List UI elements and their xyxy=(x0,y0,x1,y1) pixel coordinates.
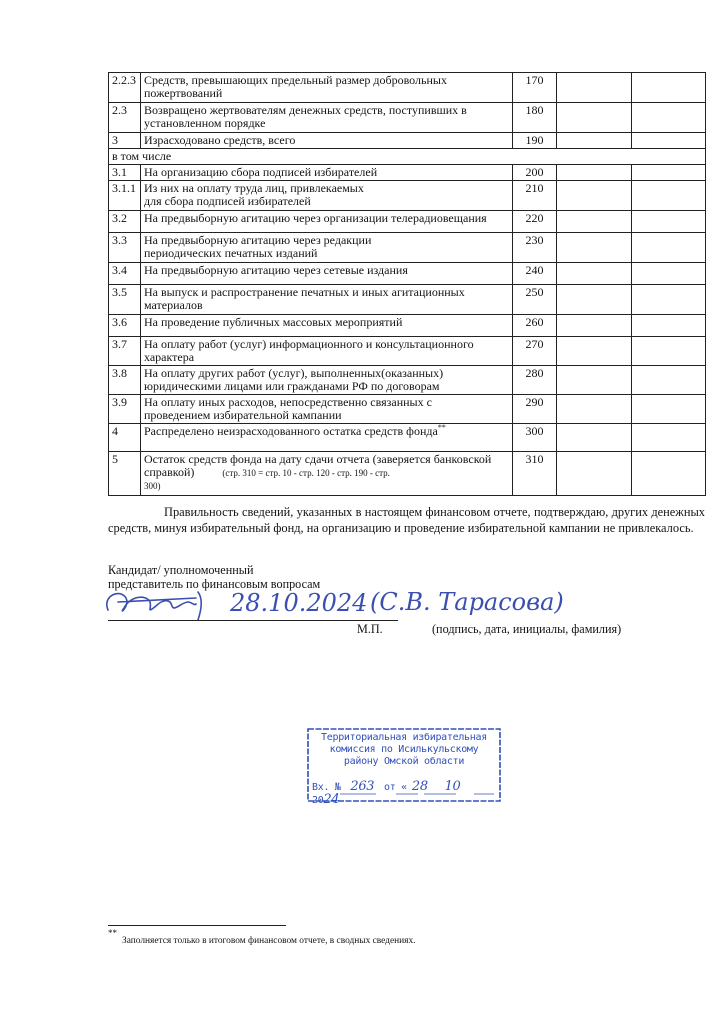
row-number: 3.1.1 xyxy=(109,181,141,211)
row-code: 180 xyxy=(513,103,557,133)
stamp-date-prefix: от « xyxy=(384,782,407,793)
row-name xyxy=(141,181,513,211)
amount-cell xyxy=(557,424,632,452)
row-name-line: для сбора подписей избирателей xyxy=(144,194,311,208)
row-number: 3.9 xyxy=(109,395,141,424)
row-code: 250 xyxy=(513,285,557,315)
table-row xyxy=(109,263,706,285)
row-code: 230 xyxy=(513,233,557,263)
row-number: 3.7 xyxy=(109,337,141,366)
row-name xyxy=(141,103,513,133)
stamp-commission-name xyxy=(311,732,497,768)
row-name xyxy=(141,337,513,366)
row-code: 190 xyxy=(513,133,557,149)
certification-statement: Правильность сведений, указанных в настоящем финансовом отчете, подтверждаю, других денежных средств, минуя избирательный фонд, на организацию и проведение избирательной кампании не привлекалось. xyxy=(108,505,705,535)
row-name xyxy=(141,211,513,233)
row-code: 200 xyxy=(513,165,557,181)
amount-cell xyxy=(557,103,632,133)
financial-report-table xyxy=(108,72,706,496)
row-number: 3.2 xyxy=(109,211,141,233)
row-code: 170 xyxy=(513,73,557,103)
row-code: 280 xyxy=(513,366,557,395)
row-name xyxy=(141,133,513,149)
row-number: 3.8 xyxy=(109,366,141,395)
table-row xyxy=(109,149,706,165)
table-row xyxy=(109,315,706,337)
note-cell xyxy=(632,452,706,496)
row-name-line: Израсходовано средств, всего xyxy=(144,133,296,147)
row-number: 3.4 xyxy=(109,263,141,285)
signature-scribble xyxy=(107,592,201,620)
row-number: 3.5 xyxy=(109,285,141,315)
row-name-line: На оплату иных расходов, непосредственно связанных с xyxy=(144,395,432,409)
row-name-line: На проведение публичных массовых мероприятий xyxy=(144,315,403,329)
amount-cell xyxy=(557,315,632,337)
note-cell xyxy=(632,285,706,315)
row-name xyxy=(141,263,513,285)
row-code: 300 xyxy=(513,424,557,452)
row-name-line: установленном порядке xyxy=(144,116,266,130)
stamp-line1: Территориальная избирательная xyxy=(321,732,487,743)
seal-placeholder-label: М.П. xyxy=(357,622,383,636)
row-code: 210 xyxy=(513,181,557,211)
stamp-line2: комиссия по Исилькульскому xyxy=(329,744,479,755)
row-number: 3.1 xyxy=(109,165,141,181)
stamp-reg-prefix: Вх. № xyxy=(312,782,341,793)
row-code: 240 xyxy=(513,263,557,285)
row-name xyxy=(141,165,513,181)
row-code: 310 xyxy=(513,452,557,496)
amount-cell xyxy=(557,211,632,233)
table-row xyxy=(109,424,706,452)
amount-cell xyxy=(557,181,632,211)
stamp-date-year: 24 xyxy=(323,792,340,807)
row-name-line: На оплату работ (услуг) информационного и консультационного xyxy=(144,337,474,351)
row-name-line: На организацию сбора подписей избирателей xyxy=(144,165,378,179)
row-name xyxy=(141,424,513,452)
stamp-date-month: 10 xyxy=(444,779,461,794)
note-cell xyxy=(632,133,706,149)
amount-cell xyxy=(557,233,632,263)
stamp-reg-number: 263 xyxy=(350,779,375,794)
row-name-line: На предвыборную агитацию через редакции xyxy=(144,233,372,247)
row-number: 5 xyxy=(109,452,141,496)
note-cell xyxy=(632,315,706,337)
row-formula: (стр. 310 = стр. 10 - стр. 120 - стр. 190 - стр. xyxy=(222,468,390,478)
footnote-mark: ** xyxy=(108,928,117,938)
table-row xyxy=(109,165,706,181)
signatory-role-line2: представитель по финансовым вопросам xyxy=(108,577,321,591)
amount-cell xyxy=(557,337,632,366)
row-name-line: На выпуск и распространение печатных и иных агитационных xyxy=(144,285,465,299)
amount-cell xyxy=(557,285,632,315)
amount-cell xyxy=(557,366,632,395)
table-row xyxy=(109,366,706,395)
row-name xyxy=(141,233,513,263)
signature-line xyxy=(108,620,398,621)
table-row xyxy=(109,181,706,211)
table-row xyxy=(109,337,706,366)
row-name-line: справкой) xyxy=(144,465,195,479)
row-name-line: На предвыборную агитацию через организации телерадиовещания xyxy=(144,211,487,225)
row-name-line: юридическими лицами или гражданами РФ по договорам xyxy=(144,379,440,393)
row-code: 270 xyxy=(513,337,557,366)
amount-cell xyxy=(557,395,632,424)
note-cell xyxy=(632,165,706,181)
row-name-line: На оплату других работ (услуг), выполненных(оказанных) xyxy=(144,366,444,380)
row-name xyxy=(141,366,513,395)
row-name-line: характера xyxy=(144,350,195,364)
amount-cell xyxy=(557,73,632,103)
signatory-role-line1: Кандидат/ уполномоченный xyxy=(108,563,254,577)
report-table-body xyxy=(109,73,706,496)
table-row xyxy=(109,285,706,315)
table-row xyxy=(109,133,706,149)
row-number: 3.3 xyxy=(109,233,141,263)
table-row xyxy=(109,211,706,233)
row-code: 260 xyxy=(513,315,557,337)
row-number: 3.6 xyxy=(109,315,141,337)
row-name-line: проведением избирательной кампании xyxy=(144,408,342,422)
table-row xyxy=(109,233,706,263)
table-row xyxy=(109,395,706,424)
note-cell xyxy=(632,73,706,103)
footnote-reference: ** xyxy=(437,423,446,432)
note-cell xyxy=(632,181,706,211)
stamp-underlines xyxy=(306,770,502,800)
note-cell xyxy=(632,337,706,366)
footnote-separator xyxy=(108,925,286,926)
row-number: 4 xyxy=(109,424,141,452)
footnote-text: Заполняется только в итоговом финансовом отчете, в сводных сведениях. xyxy=(122,936,416,946)
row-name xyxy=(141,395,513,424)
row-code: 290 xyxy=(513,395,557,424)
amount-cell xyxy=(557,452,632,496)
row-name-line: Возвращено жертвователям денежных средств, поступивших в xyxy=(144,103,467,117)
stamp-date-day: 28 xyxy=(411,779,428,794)
note-cell xyxy=(632,395,706,424)
table-row xyxy=(109,452,706,496)
note-cell xyxy=(632,366,706,395)
note-cell xyxy=(632,424,706,452)
row-number: 3 xyxy=(109,133,141,149)
note-cell xyxy=(632,211,706,233)
table-row xyxy=(109,103,706,133)
amount-cell xyxy=(557,133,632,149)
row-number: 2.3 xyxy=(109,103,141,133)
row-name-line: Распределено неизрасходованного остатка средств фонда xyxy=(144,424,438,438)
row-formula-tail: 300) xyxy=(144,481,161,491)
row-name-line: Остаток средств фонда на дату сдачи отчета (заверяется банковской xyxy=(144,452,492,466)
section-label: в том числе xyxy=(109,149,706,165)
row-name-line: На предвыборную агитацию через сетевые издания xyxy=(144,263,408,277)
row-name-line: периодических печатных изданий xyxy=(144,246,318,260)
handwritten-date: 28.10.2024 xyxy=(230,589,368,617)
row-code: 220 xyxy=(513,211,557,233)
handwritten-name: (С.В. Тарасова) xyxy=(370,588,564,616)
note-cell xyxy=(632,233,706,263)
note-cell xyxy=(632,103,706,133)
table-row xyxy=(109,73,706,103)
stamp-date-year-prefix: 20 xyxy=(312,795,324,806)
row-name xyxy=(141,73,513,103)
row-name-line: Из них на оплату труда лиц, привлекаемых xyxy=(144,181,364,195)
row-name xyxy=(141,315,513,337)
row-name xyxy=(141,285,513,315)
note-cell xyxy=(632,263,706,285)
row-name-line: Средств, превышающих предельный размер добровольных xyxy=(144,73,447,87)
signature-caption: (подпись, дата, инициалы, фамилия) xyxy=(432,622,622,636)
amount-cell xyxy=(557,263,632,285)
amount-cell xyxy=(557,165,632,181)
row-number: 2.2.3 xyxy=(109,73,141,103)
stamp-line3: району Омской области xyxy=(343,756,465,767)
row-name xyxy=(141,452,513,496)
row-name-line: материалов xyxy=(144,298,203,312)
row-name-line: пожертвований xyxy=(144,86,223,100)
